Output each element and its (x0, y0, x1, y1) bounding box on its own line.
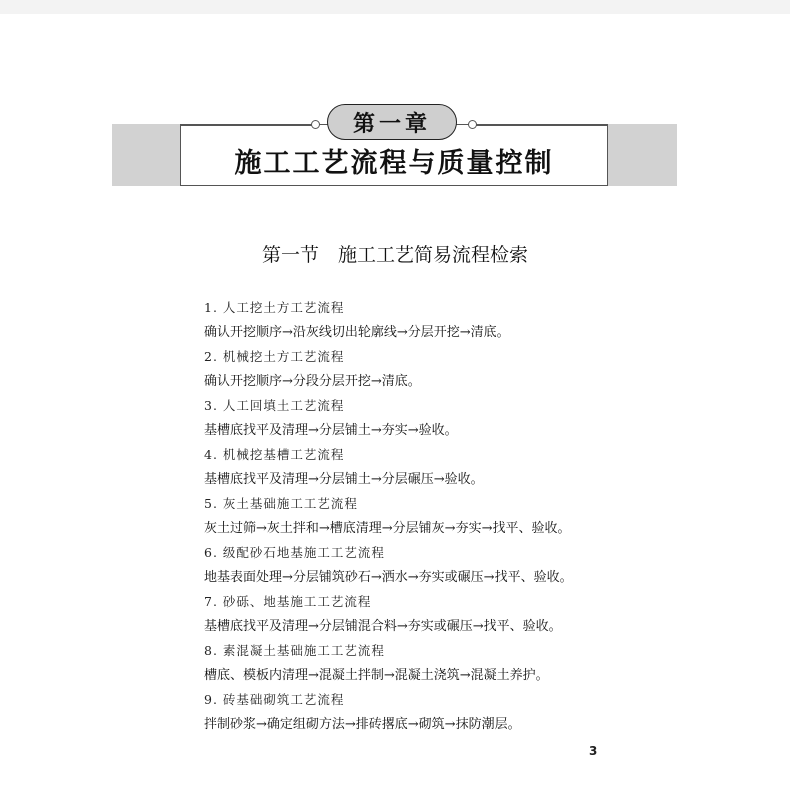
item-heading: 1. 人工挖土方工艺流程 (204, 300, 345, 315)
item-heading: 8. 素混凝土基础施工工艺流程 (204, 643, 385, 658)
process-list (204, 296, 764, 737)
list-item (204, 492, 764, 541)
list-item (204, 688, 764, 737)
chapter-label: 第一章 (327, 104, 457, 140)
list-item (204, 394, 764, 443)
list-item (204, 590, 764, 639)
page-number: 3 (589, 744, 598, 758)
item-heading: 7. 砂砾、地基施工工艺流程 (204, 594, 372, 609)
chapter-title: 施工工艺流程与质量控制 (234, 147, 554, 179)
item-text: 基槽底找平及清理→分层铺土→分层碾压→验收。 (204, 471, 484, 487)
item-heading: 6. 级配砂石地基施工工艺流程 (204, 545, 385, 560)
banner-line-left (180, 125, 314, 126)
item-text: 灰土过筛→灰土拌和→槽底清理→分层铺灰→夯实→找平、验收。 (204, 520, 571, 536)
item-text: 槽底、模板内清理→混凝土拌制→混凝土浇筑→混凝土养护。 (204, 667, 549, 683)
item-text: 拌制砂浆→确定组砌方法→排砖撂底→砌筑→抹防潮层。 (204, 716, 521, 732)
list-item (204, 345, 764, 394)
item-text: 确认开挖顺序→沿灰线切出轮廓线→分层开挖→清底。 (204, 324, 510, 340)
list-item (204, 541, 764, 590)
top-margin-strip (0, 0, 790, 14)
banner-circle-right-icon (468, 120, 477, 129)
item-text: 基槽底找平及清理→分层铺土→夯实→验收。 (204, 422, 458, 438)
banner-circle-left-icon (311, 120, 320, 129)
item-heading: 9. 砖基础砌筑工艺流程 (204, 692, 345, 707)
item-text: 确认开挖顺序→分段分层开挖→清底。 (204, 373, 421, 389)
item-heading: 3. 人工回填土工艺流程 (204, 398, 345, 413)
item-text: 基槽底找平及清理→分层铺混合料→夯实或碾压→找平、验收。 (204, 618, 562, 634)
section-title: 第一节 施工工艺简易流程检索 (261, 244, 528, 266)
item-text: 地基表面处理→分层铺筑砂石→洒水→夯实或碾压→找平、验收。 (204, 569, 573, 585)
item-heading: 4. 机械挖基槽工艺流程 (204, 447, 345, 462)
list-item (204, 639, 764, 688)
banner-line-right (476, 125, 608, 126)
item-heading: 5. 灰土基础施工工艺流程 (204, 496, 358, 511)
list-item (204, 296, 764, 345)
item-heading: 2. 机械挖土方工艺流程 (204, 349, 345, 364)
list-item (204, 443, 764, 492)
